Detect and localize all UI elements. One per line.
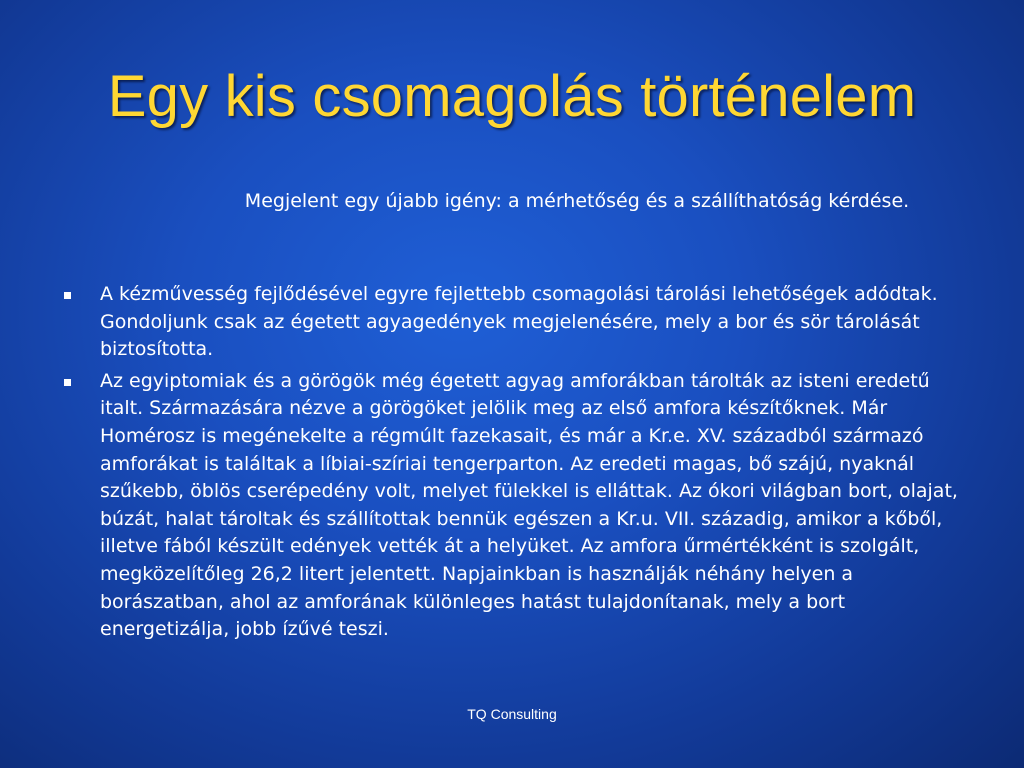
slide-title: Egy kis csomagolás történelem	[107, 64, 917, 129]
bullet-item	[62, 368, 967, 644]
square-bullet-icon	[64, 379, 71, 386]
slide-subtitle: Megjelent egy újabb igény: a mérhetőség és a szállíthatóság kérdése.	[244, 190, 910, 212]
bullet-item	[62, 281, 967, 364]
slide-footer: TQ Consulting	[467, 706, 557, 722]
bullet-list	[62, 281, 967, 648]
square-bullet-icon	[64, 292, 71, 299]
bullet-text: A kézművesség fejlődésével egyre fejlettebb csomagolási tárolási lehetőségek adódtak. Gondoljunk csak az égetett agyagedények megjelenésére, mely a bor és sör tárolását biztosította.	[100, 283, 938, 361]
bullet-text: Az egyiptomiak és a görögök még égetett agyag amforákban tárolták az isteni eredetű italt. Származására nézve a görögöket jelölik meg az első amfora készítőknek. Már Homérosz is megénekelte a régmúlt fazekasait, és már a Kr.e. XV. századból származó amforákat is találtak a líbiai-szíriai tengerparton. Az eredeti magas, bő szájú, nyaknál szűkebb, öblös cserépedény volt, melyet fülekkel is elláttak. Az ókori világban bort, olajat, búzát, halat tároltak és szállítottak bennük egészen a Kr.u. VII. századig, amikor a kőből, illetve fából készült edények vették át a helyüket. Az amfora űrmértékként is szolgált, megközelítőleg 26,2 litert jelentett. Napjainkban is használják néhány helyen a borászatban, ahol az amforának különleges hatást tulajdonítanak, mely a bort energetizálja, jobb ízűvé teszi.	[100, 369, 958, 641]
